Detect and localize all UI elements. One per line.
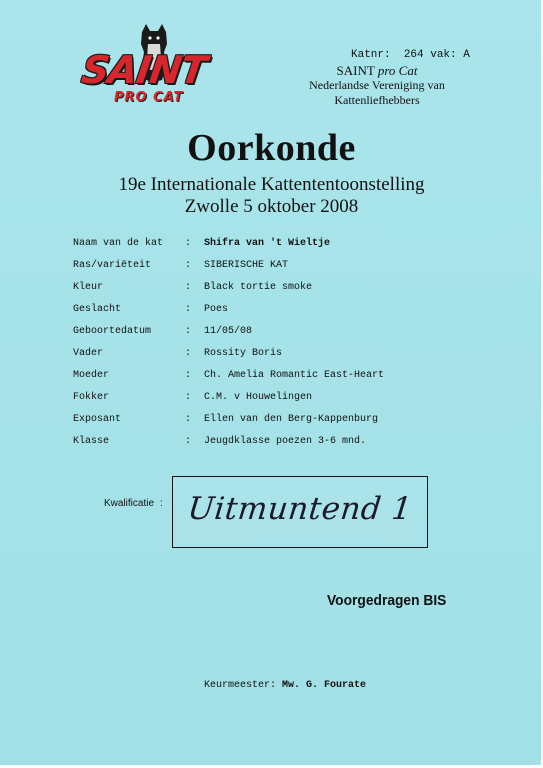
detail-value: Poes — [204, 304, 229, 315]
event-name: 19e Internationale Kattententoonstelling — [118, 174, 425, 195]
detail-separator: : — [185, 414, 192, 425]
detail-value: SIBERISCHE KAT — [204, 260, 289, 271]
nomination-stamp: Voorgedragen BIS — [327, 592, 447, 609]
detail-value: C.M. v Houwelingen — [204, 392, 313, 403]
document-title: Oorkonde — [187, 127, 356, 169]
detail-label: Exposant — [73, 414, 122, 425]
organization-name — [272, 63, 482, 78]
detail-value: Ch. Amelia Romantic East-Heart — [204, 370, 385, 381]
detail-separator: : — [185, 238, 192, 249]
detail-value: Jeugdklasse poezen 3-6 mnd. — [204, 436, 367, 447]
detail-value: 11/05/08 — [204, 326, 253, 337]
detail-separator: : — [185, 436, 192, 447]
detail-label: Ras/variëteit — [73, 260, 152, 271]
detail-label: Geslacht — [73, 304, 122, 315]
detail-value: Ellen van den Berg-Kappenburg — [204, 414, 379, 425]
qualification-colon: : — [160, 498, 163, 509]
cat-number-line — [351, 49, 470, 61]
detail-label: Klasse — [73, 436, 110, 447]
detail-label: Vader — [73, 348, 104, 359]
organization-name-prefix: SAINT — [336, 63, 375, 78]
detail-label: Fokker — [73, 392, 110, 403]
katnr-value: 264 — [403, 49, 424, 61]
qualification-value: Uitmuntend 1 — [186, 491, 414, 527]
logo-sub-text: PRO CAT — [114, 90, 184, 105]
event-subtitle — [0, 174, 543, 218]
logo-main-text: SAINT — [78, 48, 209, 92]
event-location-date: Zwolle 5 oktober 2008 — [184, 196, 359, 217]
detail-separator: : — [185, 326, 192, 337]
qualification-label — [104, 498, 163, 509]
organization-line-3: Kattenliefhebbers — [334, 93, 420, 107]
judge-name: Mw. G. Fourate — [282, 680, 367, 691]
detail-separator: : — [185, 282, 192, 293]
katnr-label: Katnr: — [351, 49, 391, 61]
detail-separator: : — [185, 348, 192, 359]
organization-name-italic: pro Cat — [377, 63, 418, 78]
organization-line-2: Nederlandse Vereniging van — [309, 78, 445, 92]
detail-label: Geboortedatum — [73, 326, 152, 337]
detail-separator: : — [185, 304, 192, 315]
judge-line — [204, 680, 366, 691]
saint-pro-cat-logo — [74, 22, 230, 114]
qualification-box — [172, 476, 428, 548]
detail-separator: : — [185, 260, 192, 271]
qualification-label-text: Kwalificatie — [104, 498, 155, 509]
detail-label: Kleur — [73, 282, 104, 293]
detail-value: Rossity Boris — [204, 348, 283, 359]
detail-value: Shifra van 't Wieltje — [204, 238, 331, 249]
organization-block — [272, 63, 482, 108]
detail-label: Naam van de kat — [73, 238, 164, 249]
detail-label: Moeder — [73, 370, 110, 381]
judge-label: Keurmeester: — [204, 680, 277, 691]
vak-value: A — [463, 49, 470, 61]
vak-label: vak: — [430, 49, 457, 61]
detail-separator: : — [185, 370, 192, 381]
detail-separator: : — [185, 392, 192, 403]
detail-value: Black tortie smoke — [204, 282, 313, 293]
